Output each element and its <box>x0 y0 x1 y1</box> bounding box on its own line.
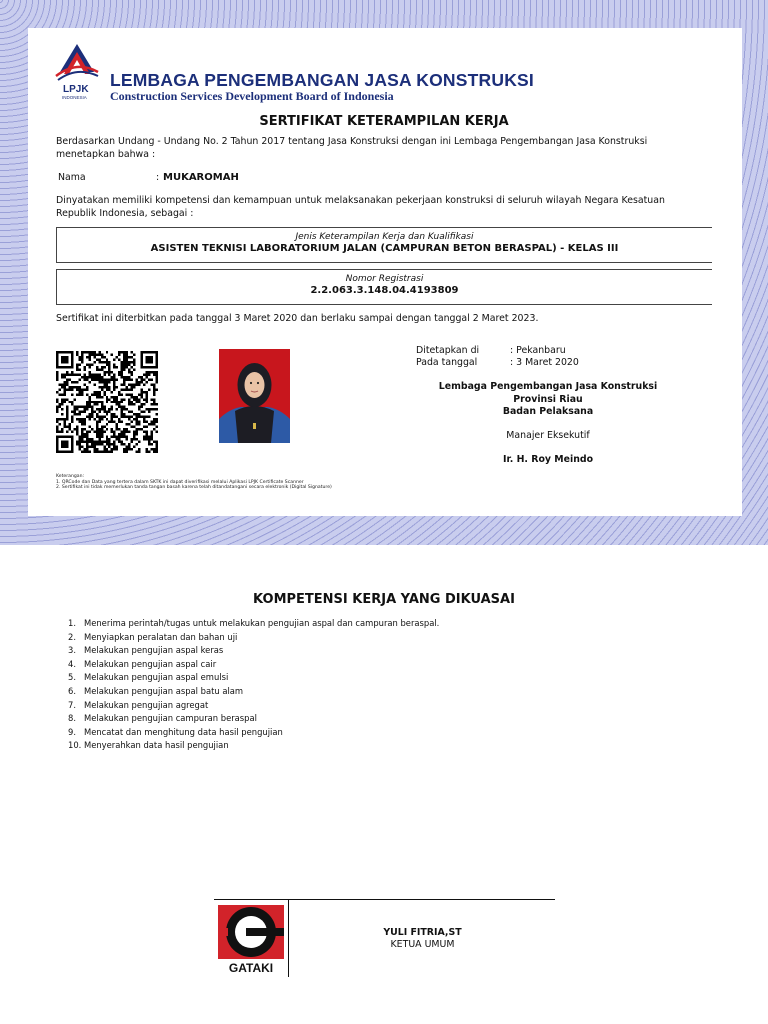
issuer-line-2: Provinsi Riau <box>513 393 583 405</box>
lpjk-logo-text: LPJK <box>63 84 89 95</box>
signatory-name: Ir. H. Roy Meindo <box>502 454 594 465</box>
chair-name: YULI FITRIA,ST <box>383 927 462 938</box>
list-item: 6. Melakukan pengujian aspal batu alam <box>68 685 244 696</box>
list-item: 5. Melakukan pengujian aspal emulsi <box>68 672 229 683</box>
holder-name: MUKAROMAH <box>163 172 239 183</box>
list-item: 10. Menyerahkan data hasil pengujian <box>68 740 229 751</box>
chair-role: KETUA UMUM <box>390 939 455 950</box>
notes <box>56 474 332 491</box>
list-item: 3. Melakukan pengujian aspal keras <box>68 645 224 656</box>
footer-rule <box>214 899 555 900</box>
list-item: 1. Menerima perintah/tugas untuk melakukan pengujian aspal dan campuran beraspal. <box>68 618 440 628</box>
date-value: : 3 Maret 2020 <box>510 357 579 368</box>
holder-photo <box>219 349 290 443</box>
name-label: Nama <box>58 172 86 183</box>
list-item: 2. Menyiapkan peralatan dan bahan uji <box>68 631 238 642</box>
gataki-logo-text: GATAKI <box>228 961 274 975</box>
place-label: Ditetapkan di <box>416 345 480 356</box>
org-subtitle: Construction Services Development Board of Indonesia <box>110 89 394 103</box>
notes-title: Keterangan: <box>56 474 85 479</box>
lpjk-logo <box>52 42 102 100</box>
qualification-label: Jenis Keterampilan Kerja dan Kualifikasi <box>295 232 474 242</box>
list-item: 4. Melakukan pengujian aspal cair <box>68 658 217 669</box>
qualification-value: ASISTEN TEKNISI LABORATORIUM JALAN (CAMPURAN BETON BERASPAL) - KELAS III <box>150 243 619 254</box>
registration-number: 2.2.063.3.148.04.4193809 <box>310 285 459 296</box>
place-value: : Pekanbaru <box>510 345 566 356</box>
date-label: Pada tanggal <box>416 357 478 368</box>
competencies-title: KOMPETENSI KERJA YANG DIKUASAI <box>253 592 515 607</box>
intro-text: Berdasarkan Undang - Undang No. 2 Tahun 2017 tentang Jasa Konstruksi dengan ini Lembaga Pengembangan Jasa Konstruksi menetapkan bahwa : <box>56 136 648 160</box>
validity-text: Sertifikat ini diterbitkan pada tanggal 3 Maret 2020 dan berlaku sampai dengan tanggal 2 Maret 2023. <box>56 313 539 324</box>
org-name: LEMBAGA PENGEMBANGAN JASA KONSTRUKSI <box>110 70 534 90</box>
issuer-block <box>398 381 698 419</box>
signatory-position: Manajer Eksekutif <box>506 430 590 441</box>
qr-code <box>56 351 158 453</box>
issuer-line-1: Lembaga Pengembangan Jasa Konstruksi <box>438 381 658 392</box>
certificate-title: SERTIFIKAT KETERAMPILAN KERJA <box>259 114 509 129</box>
list-item: 9. Mencatat dan menghitung data hasil pengujian <box>68 726 283 737</box>
issuer-line-3: Badan Pelaksana <box>502 406 594 417</box>
footer-divider <box>288 900 289 977</box>
lpjk-logo-sub: INDONESIA <box>62 95 87 100</box>
competencies-list <box>68 617 439 753</box>
declaration-text: Dinyatakan memiliki kompetensi dan kemampuan untuk melaksanakan pekerjaan konstruksi di seluruh wilayah Negara Kesatuan Republik Indonesia, sebagai : <box>56 195 665 219</box>
list-item: 7. Melakukan pengujian agregat <box>68 699 209 710</box>
name-separator: : <box>156 172 160 183</box>
note-item: 1. QRCode dan Data yang tertera dalam SKTK ini dapat diverifikasi melalui Aplikasi LPJK Certificate Scanner <box>56 479 304 485</box>
registration-box <box>56 269 712 305</box>
registration-label: Nomor Registrasi <box>345 274 424 284</box>
list-item: 8. Melakukan pengujian campuran beraspal <box>68 713 257 724</box>
gataki-logo <box>216 903 286 975</box>
note-item: 2. Sertifikat ini tidak memerlukan tanda tangan basah karena telah ditandatangani secara elektronik (Digital Signature) <box>56 485 332 491</box>
qualification-box <box>56 227 712 263</box>
